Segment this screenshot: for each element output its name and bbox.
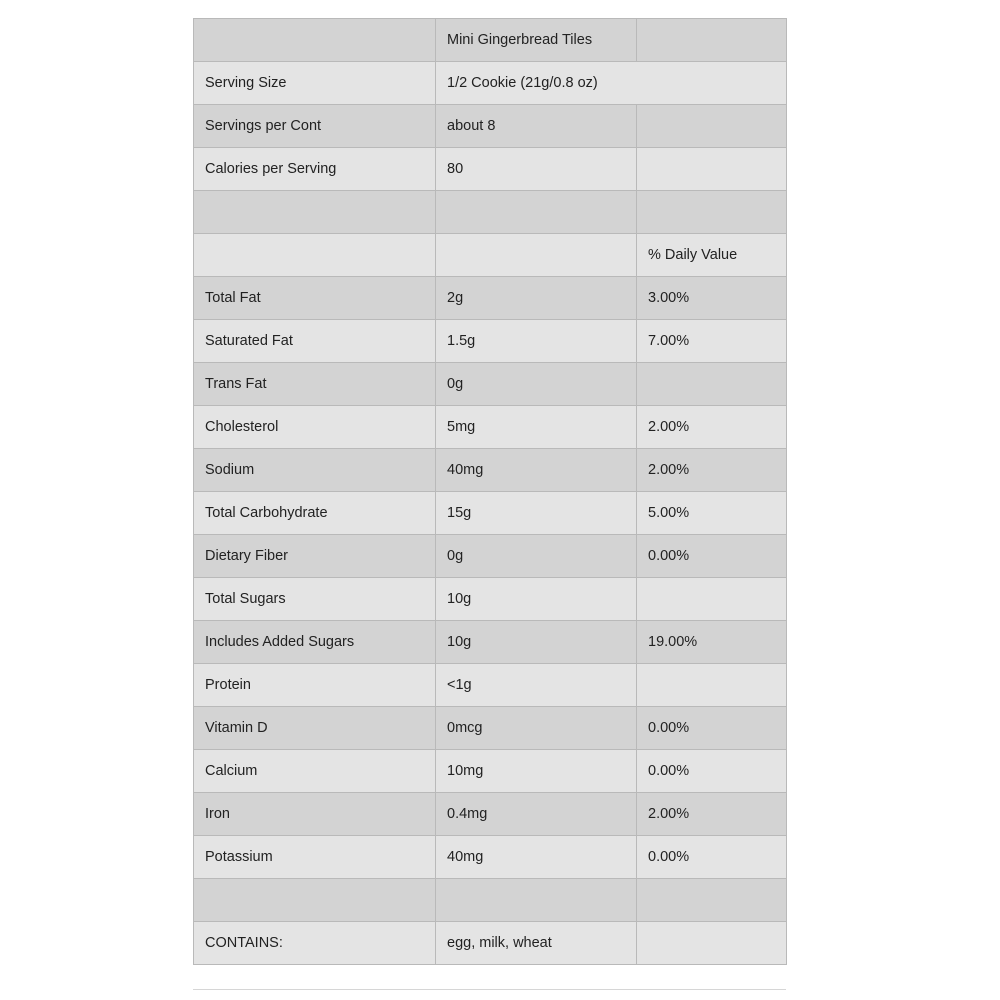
- nutrient-daily-value: 19.00%: [637, 621, 787, 664]
- nutrient-name: Vitamin D: [194, 707, 436, 750]
- nutrient-row: [194, 664, 787, 707]
- daily-value-header-row: [194, 234, 787, 277]
- empty-cell: [637, 879, 787, 922]
- nutrient-daily-value: 5.00%: [637, 492, 787, 535]
- nutrient-row: [194, 578, 787, 621]
- nutrient-row: [194, 320, 787, 363]
- header-blank-cell: [637, 19, 787, 62]
- calories-value: 80: [436, 148, 637, 191]
- daily-value-header: % Daily Value: [637, 234, 787, 277]
- bottom-divider: [193, 989, 786, 990]
- contains-label: CONTAINS:: [194, 922, 436, 965]
- empty-cell: [637, 105, 787, 148]
- nutrient-amount: 10mg: [436, 750, 637, 793]
- nutrient-daily-value: 2.00%: [637, 793, 787, 836]
- nutrient-amount: 10g: [436, 578, 637, 621]
- nutrient-amount: 40mg: [436, 449, 637, 492]
- spacer-row: [194, 879, 787, 922]
- header-blank-cell: [194, 19, 436, 62]
- header-row: [194, 19, 787, 62]
- nutrient-daily-value: 2.00%: [637, 449, 787, 492]
- nutrient-amount: 0g: [436, 363, 637, 406]
- nutrition-facts-table: [193, 18, 787, 965]
- nutrient-amount: 40mg: [436, 836, 637, 879]
- nutrient-name: Includes Added Sugars: [194, 621, 436, 664]
- nutrient-amount: 15g: [436, 492, 637, 535]
- serving-size-row: [194, 62, 787, 105]
- nutrient-daily-value: 0.00%: [637, 836, 787, 879]
- empty-cell: [436, 234, 637, 277]
- nutrient-amount: 0.4mg: [436, 793, 637, 836]
- empty-cell: [194, 191, 436, 234]
- nutrient-daily-value: 0.00%: [637, 707, 787, 750]
- nutrient-row: [194, 621, 787, 664]
- nutrient-name: Sodium: [194, 449, 436, 492]
- empty-cell: [194, 879, 436, 922]
- nutrient-daily-value: 0.00%: [637, 535, 787, 578]
- nutrient-row: [194, 492, 787, 535]
- nutrient-name: Protein: [194, 664, 436, 707]
- nutrient-amount: <1g: [436, 664, 637, 707]
- nutrient-name: Trans Fat: [194, 363, 436, 406]
- empty-cell: [637, 148, 787, 191]
- nutrient-name: Total Fat: [194, 277, 436, 320]
- spacer-row: [194, 191, 787, 234]
- nutrient-amount: 0mcg: [436, 707, 637, 750]
- nutrient-name: Total Sugars: [194, 578, 436, 621]
- serving-size-value: 1/2 Cookie (21g/0.8 oz): [436, 62, 787, 105]
- nutrient-amount: 0g: [436, 535, 637, 578]
- nutrient-row: [194, 363, 787, 406]
- nutrient-row: [194, 406, 787, 449]
- calories-row: [194, 148, 787, 191]
- empty-cell: [436, 191, 637, 234]
- nutrient-name: Potassium: [194, 836, 436, 879]
- contains-value: egg, milk, wheat: [436, 922, 637, 965]
- calories-label: Calories per Serving: [194, 148, 436, 191]
- nutrient-row: [194, 793, 787, 836]
- nutrient-row: [194, 449, 787, 492]
- servings-per-container-value: about 8: [436, 105, 637, 148]
- empty-cell: [194, 234, 436, 277]
- nutrient-name: Calcium: [194, 750, 436, 793]
- nutrient-daily-value: 2.00%: [637, 406, 787, 449]
- nutrient-row: [194, 836, 787, 879]
- nutrient-rows: [194, 277, 787, 879]
- nutrient-row: [194, 707, 787, 750]
- nutrient-amount: 2g: [436, 277, 637, 320]
- serving-size-label: Serving Size: [194, 62, 436, 105]
- nutrient-row: [194, 750, 787, 793]
- nutrient-name: Cholesterol: [194, 406, 436, 449]
- nutrient-name: Dietary Fiber: [194, 535, 436, 578]
- nutrient-daily-value: [637, 363, 787, 406]
- servings-per-container-label: Servings per Cont: [194, 105, 436, 148]
- servings-per-container-row: [194, 105, 787, 148]
- nutrient-daily-value: 7.00%: [637, 320, 787, 363]
- nutrient-daily-value: 0.00%: [637, 750, 787, 793]
- nutrient-amount: 10g: [436, 621, 637, 664]
- nutrient-amount: 5mg: [436, 406, 637, 449]
- nutrient-row: [194, 277, 787, 320]
- empty-cell: [637, 922, 787, 965]
- nutrient-name: Iron: [194, 793, 436, 836]
- nutrient-daily-value: [637, 664, 787, 707]
- product-name: Mini Gingerbread Tiles: [436, 19, 637, 62]
- nutrient-daily-value: [637, 578, 787, 621]
- empty-cell: [637, 191, 787, 234]
- nutrient-name: Total Carbohydrate: [194, 492, 436, 535]
- empty-cell: [436, 879, 637, 922]
- nutrient-amount: 1.5g: [436, 320, 637, 363]
- nutrient-name: Saturated Fat: [194, 320, 436, 363]
- nutrient-row: [194, 535, 787, 578]
- contains-row: [194, 922, 787, 965]
- nutrient-daily-value: 3.00%: [637, 277, 787, 320]
